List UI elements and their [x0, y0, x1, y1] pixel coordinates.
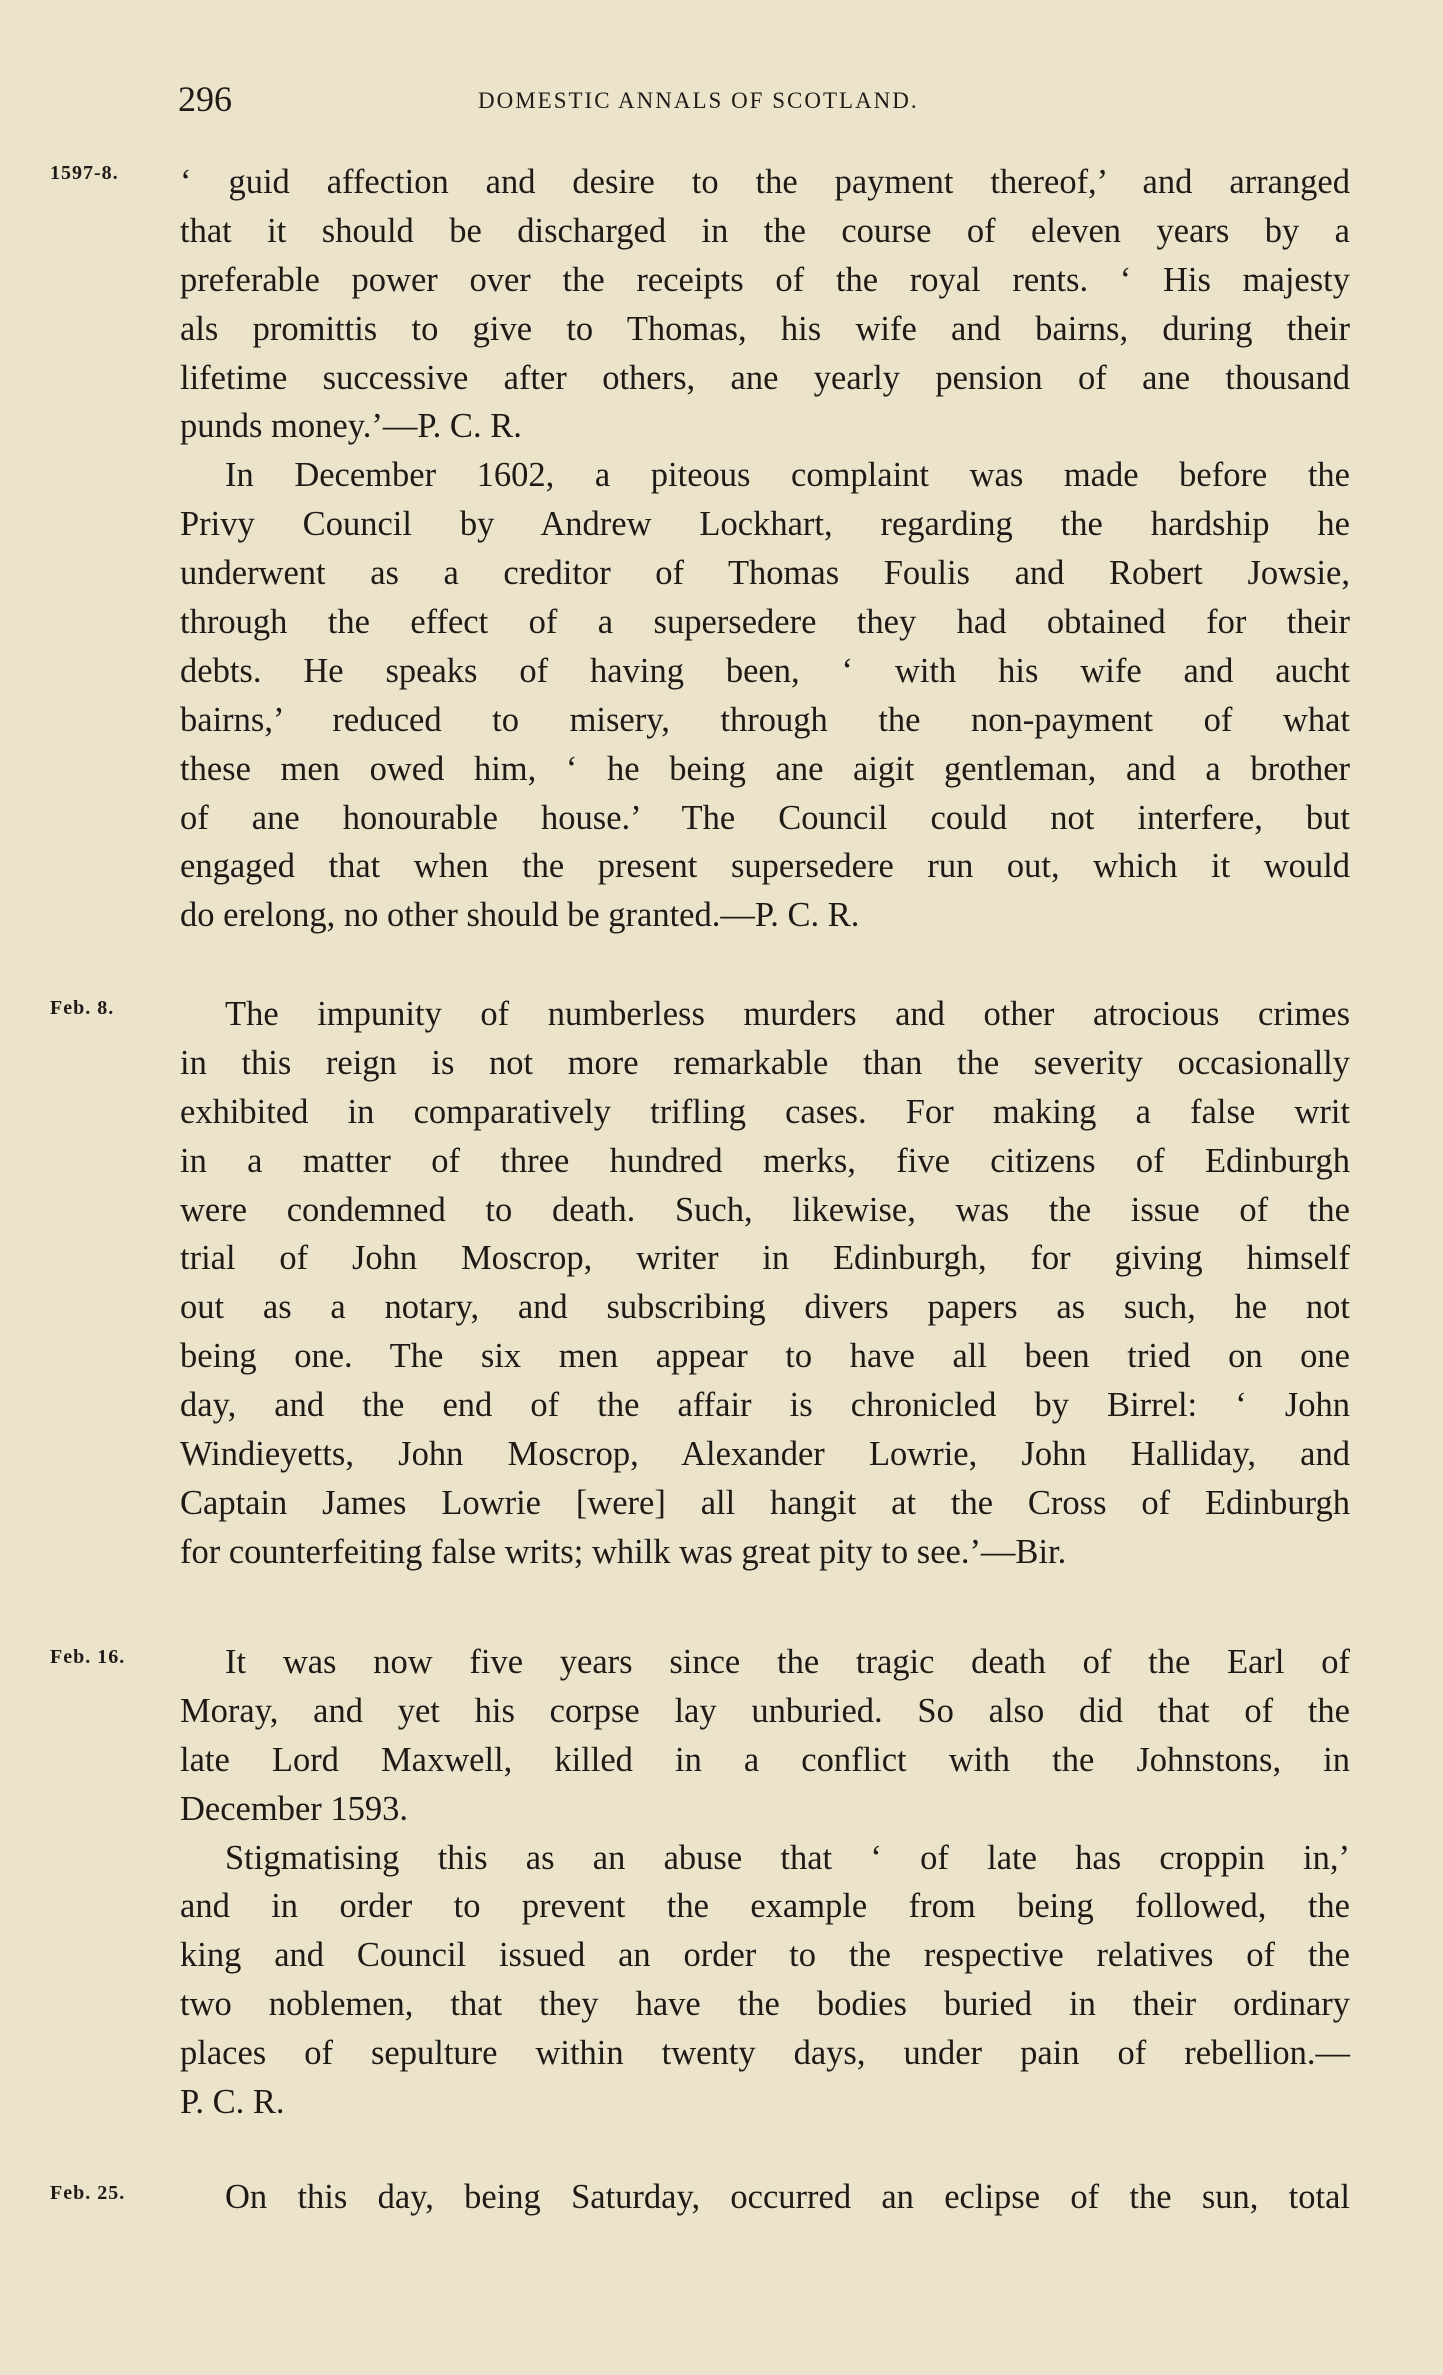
text-line: It was now five years since the tragic death of the Earl of [225, 1643, 1350, 1681]
margin-date: Feb. 8. [50, 997, 115, 1019]
entry-feb-25 [180, 2173, 1350, 2222]
text-line: preferable power over the receipts of the royal rents. ‘ His majesty [180, 260, 1350, 299]
text-line: ‘ guid affection and desire to the payment thereof,’ and arranged [180, 163, 1350, 201]
text-line: Moray, and yet his corpse lay unburied. So also did that of the [180, 1691, 1350, 1730]
text-line: for counterfeiting false writs; whilk was great pity to see.’—Bir. [180, 1532, 1067, 1571]
text-line: December 1593. [180, 1789, 408, 1828]
text-line: The impunity of numberless murders and other atrocious crimes [225, 995, 1350, 1033]
running-title: DOMESTIC ANNALS OF SCOTLAND. [478, 88, 919, 113]
text-line: in a matter of three hundred merks, five citizens of Edinburgh [180, 1141, 1350, 1180]
text-line: exhibited in comparatively trifling cases. For making a false writ [180, 1092, 1350, 1131]
text-line: these men owed him, ‘ he being ane aigit gentleman, and a brother [180, 749, 1350, 788]
text-line: debts. He speaks of having been, ‘ with his wife and aucht [180, 651, 1350, 690]
text-line: in this reign is not more remarkable than the severity occasionally [180, 1043, 1350, 1082]
text-line: On this day, being Saturday, occurred an eclipse of the sun, total [225, 2178, 1350, 2216]
text-line: late Lord Maxwell, killed in a conflict with the Johnstons, in [180, 1740, 1350, 1779]
text-line: Privy Council by Andrew Lockhart, regarding the hardship he [180, 505, 1350, 544]
text-line: engaged that when the present supersedere run out, which it would [180, 847, 1350, 886]
text-line: out as a notary, and subscribing divers papers as such, he not [180, 1288, 1350, 1327]
text-line: and in order to prevent the example from being followed, the [180, 1887, 1350, 1926]
text-line: being one. The six men appear to have all been tried on one [180, 1337, 1350, 1376]
text-line: P. C. R. [180, 2083, 285, 2122]
margin-date: Feb. 25. [50, 2182, 126, 2204]
text-line: Captain James Lowrie [were] all hangit at the Cross of Edinburgh [180, 1483, 1350, 1522]
entry-feb-16 [180, 1638, 1350, 2127]
text-line: two noblemen, that they have the bodies buried in their ordinary [180, 1985, 1350, 2024]
text-line: bairns,’ reduced to misery, through the non-payment of what [180, 700, 1350, 739]
margin-date: Feb. 16. [50, 1646, 126, 1668]
page-number: 296 [178, 79, 232, 119]
text-line: lifetime successive after others, ane yearly pension of ane thousand [180, 358, 1350, 397]
text-line: king and Council issued an order to the respective relatives of the [180, 1936, 1350, 1975]
text-line: of ane honourable house.’ The Council could not interfere, but [180, 798, 1350, 837]
entry-feb-8 [180, 990, 1350, 1577]
text-line: underwent as a creditor of Thomas Foulis and Robert Jowsie, [180, 554, 1350, 593]
entry-1597 [180, 158, 1350, 940]
text-line: were condemned to death. Such, likewise, was the issue of the [180, 1190, 1350, 1229]
text-line: Windieyetts, John Moscrop, Alexander Lowrie, John Halliday, and [180, 1435, 1350, 1474]
text-line: through the effect of a supersedere they had obtained for their [180, 603, 1350, 642]
text-line: places of sepulture within twenty days, under pain of rebellion.— [180, 2034, 1350, 2073]
text-line: do erelong, no other should be granted.—P. C. R. [180, 896, 860, 935]
text-line: In December 1602, a piteous complaint was made before the [225, 456, 1350, 495]
text-line: punds money.’—P. C. R. [180, 407, 522, 446]
margin-date: 1597-8. [50, 162, 119, 184]
page-header [178, 78, 1260, 128]
text-line: trial of John Moscrop, writer in Edinburgh, for giving himself [180, 1239, 1350, 1278]
text-line: that it should be discharged in the course of eleven years by a [180, 211, 1350, 250]
text-line: Stigmatising this as an abuse that ‘ of late has croppin in,’ [225, 1838, 1350, 1877]
text-line: day, and the end of the affair is chronicled by Birrel: ‘ John [180, 1386, 1350, 1425]
text-line: als promittis to give to Thomas, his wife and bairns, during their [180, 309, 1350, 348]
